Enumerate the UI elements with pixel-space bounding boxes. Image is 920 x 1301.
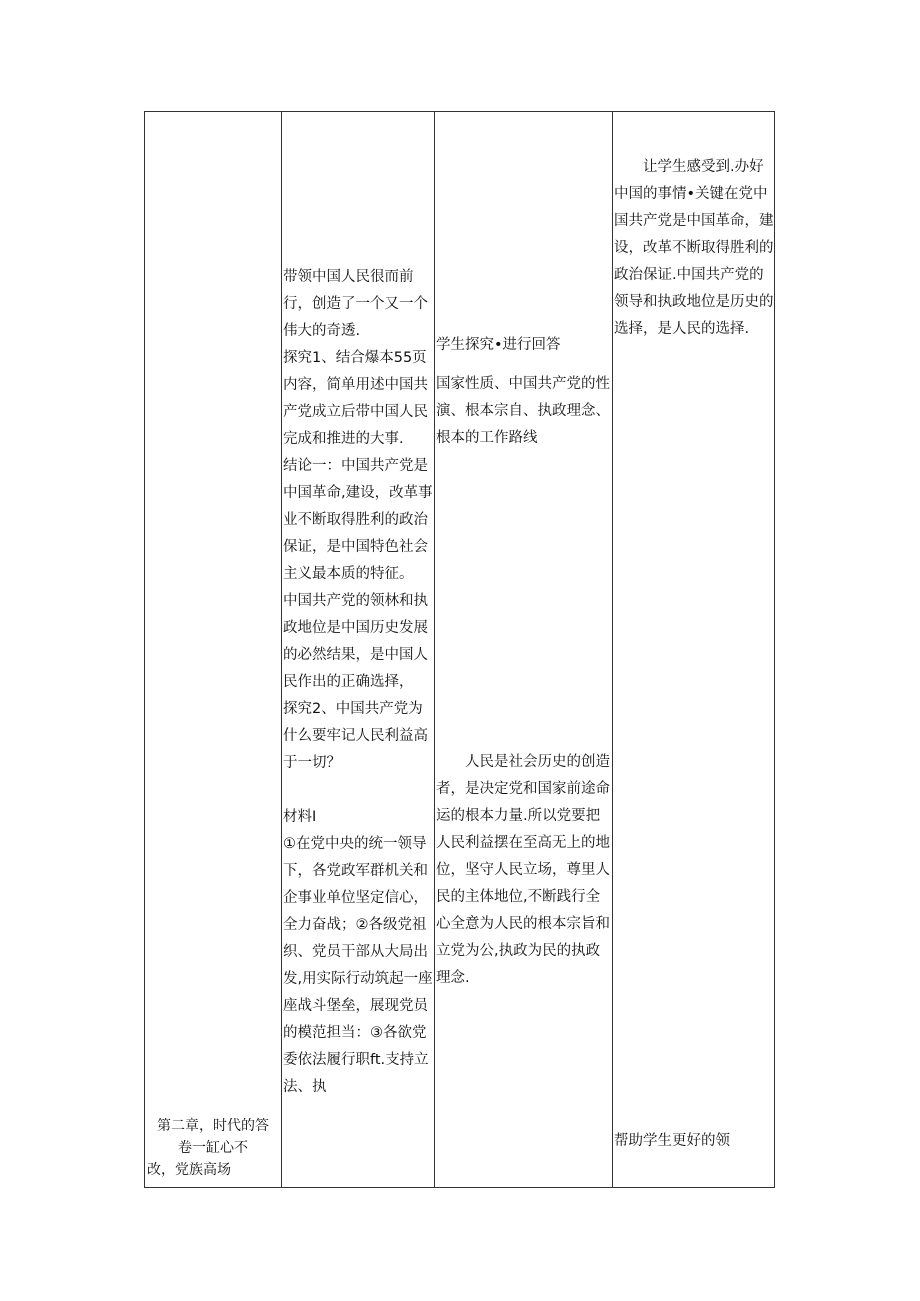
lesson-plan-table	[144, 111, 775, 1188]
content-paragraph: 中国共产党的领林和执政地位是中国历史发展的必然结果，是中国人民作出的正确选择，	[283, 593, 428, 690]
teaching-content-cell	[283, 264, 433, 1101]
column-divider	[434, 112, 435, 1187]
help-text: 帮助学生更好的领	[614, 1133, 730, 1149]
student-activity-cell	[436, 332, 611, 452]
chapter-line: 第二章，时代的答	[157, 1118, 269, 1134]
design-intent-text: 让学生感受到.办好中国的事情•关键在党中国共产党是中国革命，建设，改革不断取得胜利的政治保证.中国共产党的领导和执政地位是历史的选择，是人民的选择.	[614, 159, 774, 337]
chapter-cell	[147, 1115, 279, 1181]
student-answer-points: 国家性质、中国共产党的性演、根本宗自、执政理念、根本的工作路线	[436, 376, 610, 446]
conclusion-1: 结论一：中国共产党是中国革命,建设，改革事业不断取得胜利的政治保证，是中国特色社会主义最本质的特征。	[283, 458, 433, 582]
chapter-line: 卷一缸心不	[178, 1140, 248, 1156]
column-divider	[281, 112, 282, 1187]
material-heading: 材料I	[283, 809, 317, 825]
student-answer-label: 学生探究•进行回答	[436, 337, 561, 353]
explore-2-question: 探究2、中国共产党为什么要牢记人民利益高于一切？	[283, 701, 428, 771]
chapter-line: 改，党族高场	[147, 1162, 231, 1178]
explore-1-question: 探究1、结合爆本55页内容，简单用述中国共产党成立后带中国人民完成和推进的大事.	[283, 350, 428, 447]
column-divider	[612, 112, 613, 1187]
content-paragraph: 带领中国人民很而前行，创造了一个又一个伟大的奇透.	[283, 269, 428, 339]
material-text: ①在党中央的统一领导下，各党政军群机关和企事业单位坚定信心，全力奋战；②各级党祖织、党员干部从大局出发,用实际行动筑起一座座战斗堡垒，展现党员的模范担当：③各欲党委依法履行职ft.支持立法、执	[283, 836, 433, 1095]
people-explanation: 人民是社会历史的创造者，是决定党和国家前途命运的根本力量.所以党要把人民利益摆在至高无上的地位，坚守人民立场，尊里人民的主体地位,不断践行全心全意为人民的根本宗旨和立党为公,执政为民的执政理念.	[436, 754, 610, 986]
